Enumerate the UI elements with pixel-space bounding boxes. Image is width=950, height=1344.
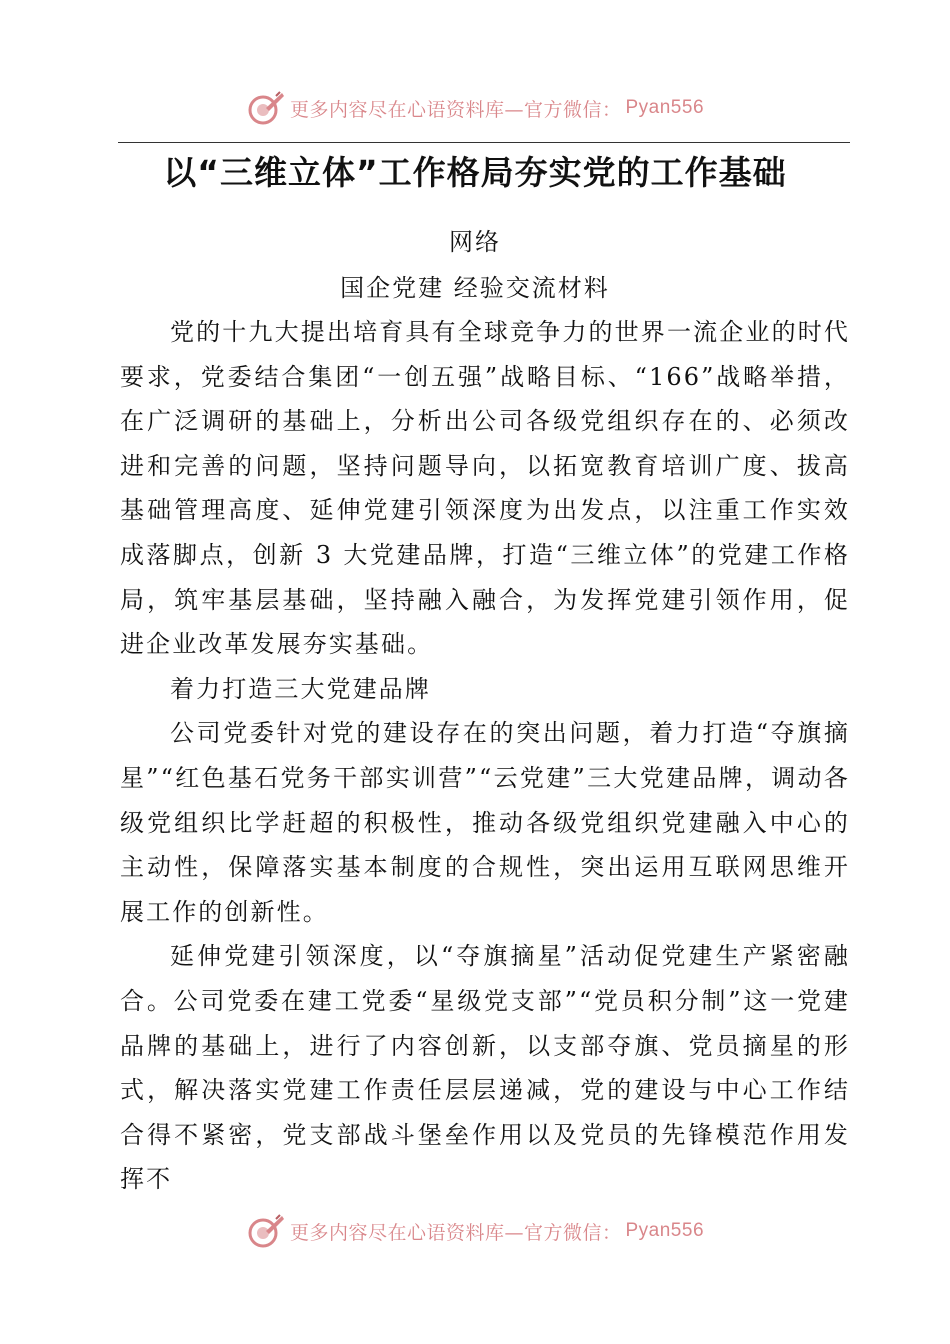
- document-author: 网络: [449, 228, 501, 256]
- wechat-id: Pyan556: [625, 97, 705, 118]
- brand-logo-icon: [246, 88, 286, 128]
- document-body: [120, 310, 850, 1202]
- watermark-text: 更多内容尽在心语资料库—官方微信：: [289, 1221, 622, 1244]
- paragraph: 延伸党建引领深度，以“夺旗摘星”活动促党建生产紧密融合。公司党委在建工党委“星级党支部”“党员积分制”这一党建品牌的基础上，进行了内容创新，以支部夺旗、党员摘星的形式，解决落实党建工作责任层层递减，党的建设与中心工作结合得不紧密，党支部战斗堡垒作用以及党员的先锋模范作用发挥不: [120, 942, 850, 1194]
- paragraph: 党的十九大提出培育具有全球竞争力的世界一流企业的时代要求，党委结合集团“一创五强”战略目标、“166”战略举措，在广泛调研的基础上，分析出公司各级党组织存在的、必须改进和完善的问题，坚持问题导向，以拓宽教育培训广度、拔高基础管理高度、延伸党建引领深度为出发点，以注重工作实效成落脚点，创新 3 大党建品牌，打造“三维立体”的党建工作格局，筑牢基层基础，坚持融入融合，为发挥党建引领作用，促进企业改革发展夯实基础。: [120, 318, 850, 659]
- paragraph: 公司党委针对党的建设存在的突出问题，着力打造“夺旗摘星”“红色基石党务干部实训营”“云党建”三大党建品牌，调动各级党组织比学赶超的积极性，推动各级党组织党建融入中心的主动性，保障落实基本制度的合规性，突出运用互联网思维开展工作的创新性。: [120, 719, 850, 926]
- watermark-banner-bottom: [0, 1209, 950, 1253]
- watermark-text: 更多内容尽在心语资料库—官方微信：: [289, 98, 622, 121]
- document-subtitle: 国企党建 经验交流材料: [340, 274, 610, 302]
- section-heading: 着力打造三大党建品牌: [170, 674, 431, 703]
- header-divider: [118, 142, 850, 143]
- wechat-id: Pyan556: [625, 1220, 705, 1241]
- document-title: 以“三维立体”工作格局夯实党的工作基础: [163, 153, 787, 192]
- watermark-banner-top: [0, 86, 950, 130]
- brand-logo-icon: [246, 1211, 286, 1251]
